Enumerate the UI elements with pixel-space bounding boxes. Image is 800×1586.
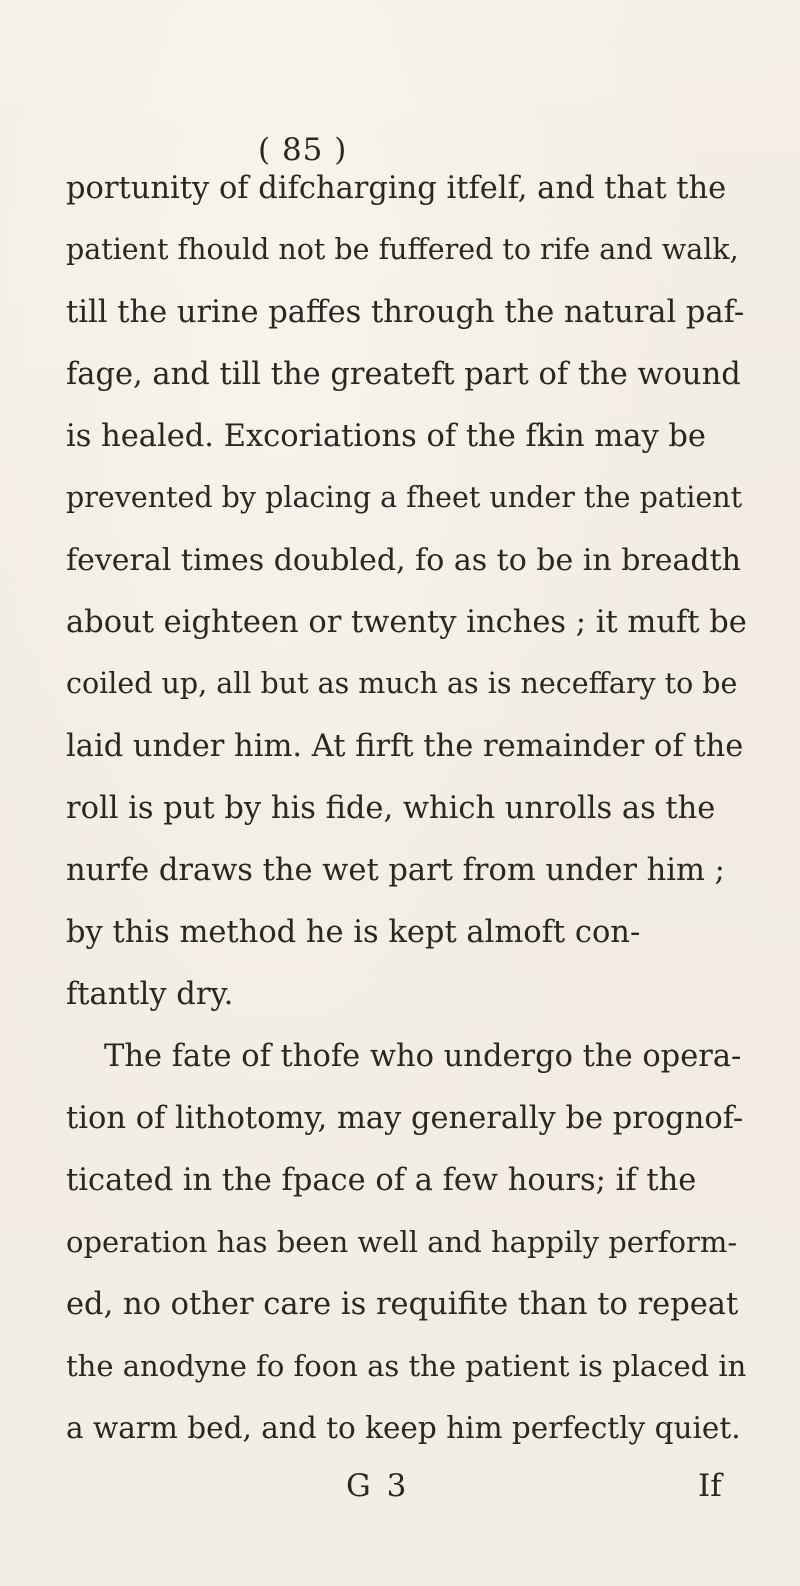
text-line-17: ticated in the fpace of a few hours; if the bbox=[66, 1163, 697, 1198]
text-line-19: ed, no other care is requifite than to repeat bbox=[66, 1287, 739, 1322]
signature-mark: G 3 bbox=[346, 1468, 410, 1504]
text-line-1: portunity of difcharging itfelf, and that the bbox=[66, 171, 727, 206]
catchword: If bbox=[698, 1468, 722, 1504]
text-line-7: feveral times doubled, fo as to be in breadth bbox=[66, 543, 741, 578]
text-line-16: tion of lithotomy, may generally be prognof- bbox=[66, 1101, 744, 1136]
page-number: ( 85 ) bbox=[258, 132, 348, 168]
text-line-5: is healed. Excoriations of the fkin may be bbox=[66, 419, 706, 454]
text-line-8: about eighteen or twenty inches ; it muft be bbox=[66, 605, 747, 640]
text-line-20: the anodyne fo foon as the patient is placed in bbox=[66, 1349, 747, 1383]
text-line-15: The fate of thofe who undergo the opera- bbox=[104, 1039, 742, 1074]
text-line-9: coiled up, all but as much as is neceffary to be bbox=[66, 667, 738, 700]
text-line-3: till the urine paffes through the natural paf- bbox=[66, 295, 745, 330]
text-line-13: by this method he is kept almoft con- bbox=[66, 915, 641, 950]
text-line-6: prevented by placing a fheet under the patient bbox=[66, 481, 743, 514]
text-line-14: ftantly dry. bbox=[66, 977, 234, 1012]
text-line-2: patient fhould not be fuffered to rife and walk, bbox=[66, 233, 739, 266]
text-line-21: a warm bed, and to keep him perfectly quiet. bbox=[66, 1411, 741, 1445]
text-line-11: roll is put by his fide, which unrolls as the bbox=[66, 791, 716, 826]
text-line-18: operation has been well and happily perform- bbox=[66, 1225, 738, 1259]
text-line-12: nurfe draws the wet part from under him ; bbox=[66, 853, 725, 888]
text-line-10: laid under him. At firft the remainder of the bbox=[66, 729, 744, 764]
text-line-4: fage, and till the greateft part of the wound bbox=[66, 357, 741, 392]
